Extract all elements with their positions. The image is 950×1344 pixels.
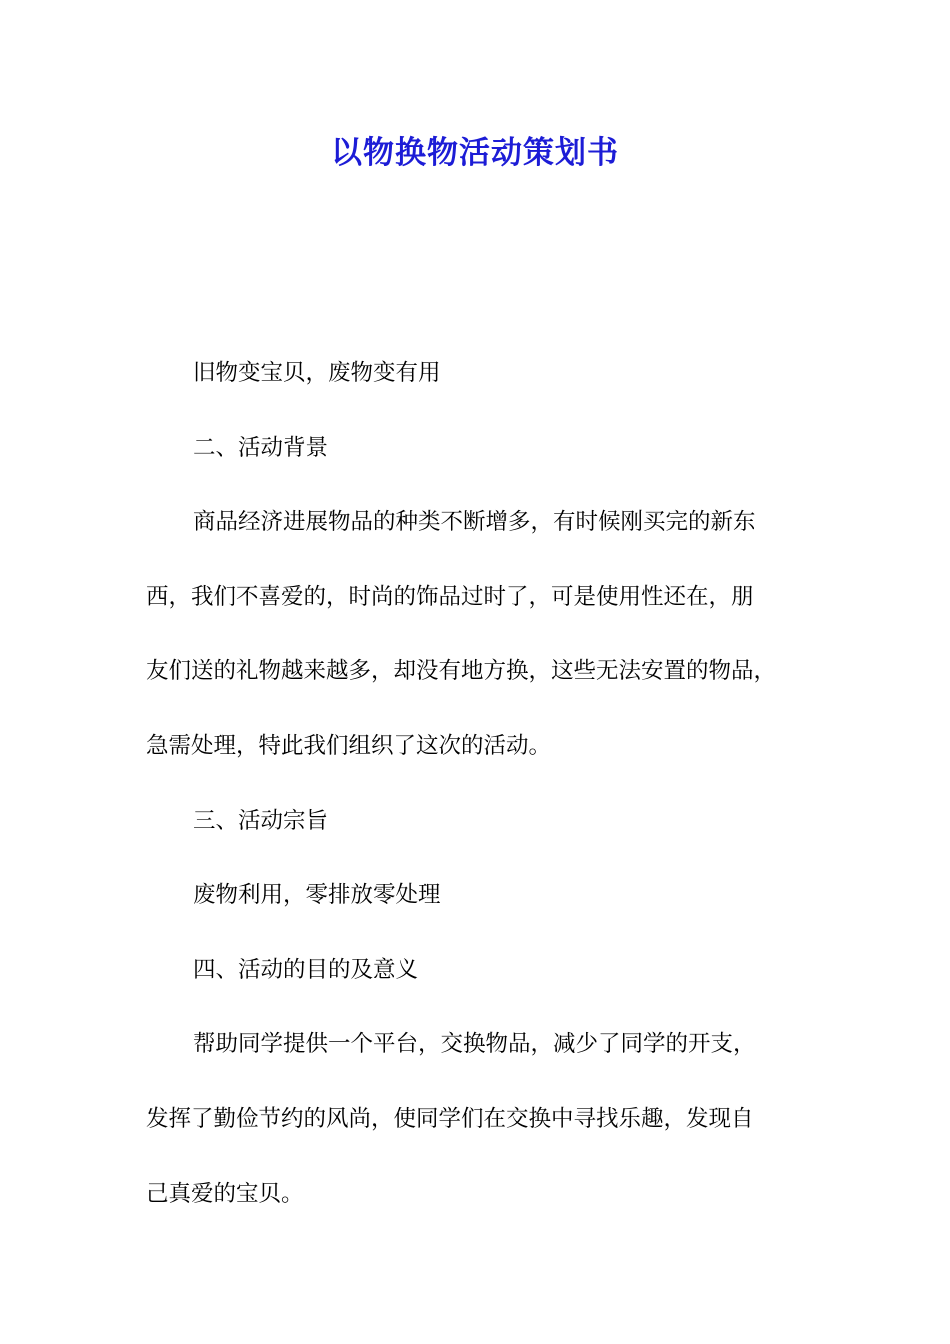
document-body (146, 336, 826, 1231)
paragraph-line: 商品经济进展物品的种类不断增多，有时候刚买完的新东 (193, 509, 756, 536)
section-heading-background: 二、活动背景 (193, 434, 329, 461)
paragraph-line: 帮助同学提供一个平台，交换物品，减少了同学的开支， (193, 1031, 756, 1058)
section-heading-goals: 四、活动的目的及意义 (193, 956, 419, 983)
paragraph-line: 废物利用，零排放零处理 (193, 882, 441, 909)
paragraph-line: 友们送的礼物越来越多，却没有地方换，这些无法安置的物品， (146, 658, 777, 685)
paragraph-line: 己真爱的宝贝。 (146, 1180, 304, 1207)
paragraph-line: 发挥了勤俭节约的风尚，使同学们在交换中寻找乐趣，发现自 (146, 1105, 754, 1132)
paragraph-line: 西，我们不喜爱的，时尚的饰品过时了，可是使用性还在，朋 (146, 583, 754, 610)
document-title: 以物换物活动策划书 (331, 135, 619, 171)
paragraph-line: 急需处理，特此我们组织了这次的活动。 (146, 732, 552, 759)
section-heading-purpose: 三、活动宗旨 (193, 807, 329, 834)
slogan-line: 旧物变宝贝，废物变有用 (193, 360, 441, 386)
